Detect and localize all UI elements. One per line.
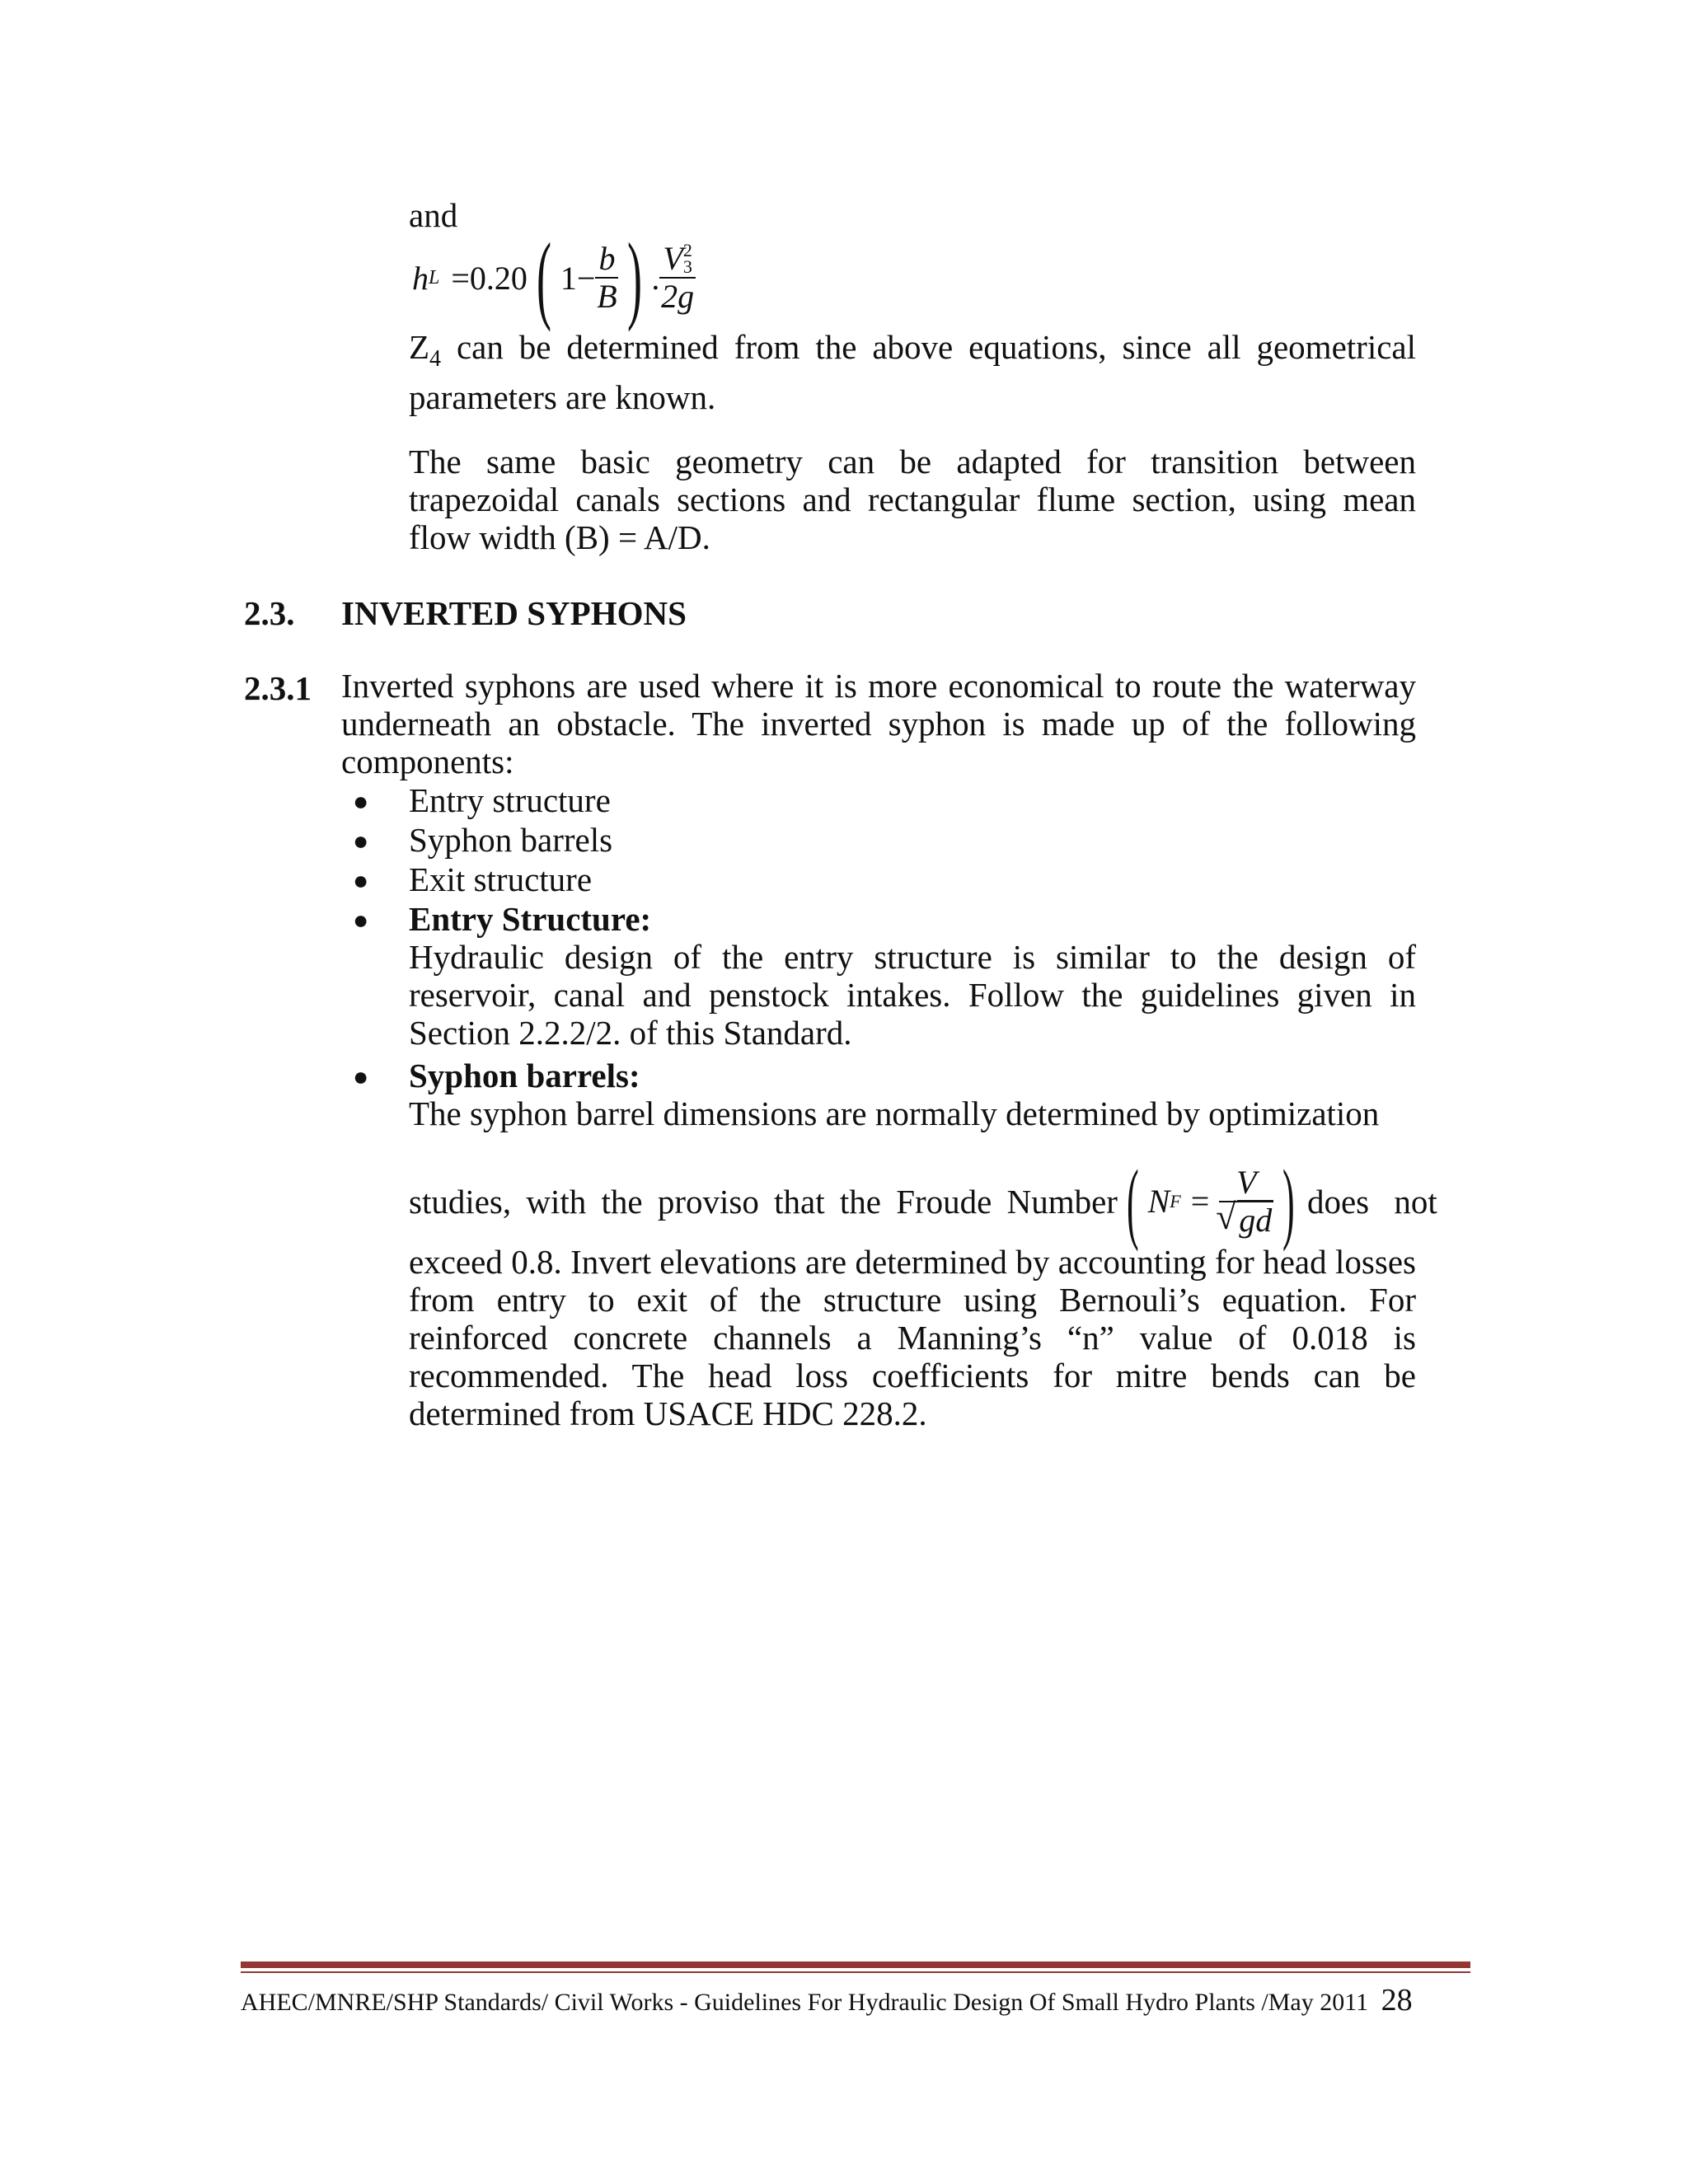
footer-rule-thin (241, 1971, 1470, 1973)
eq-coef: 0.20 (469, 259, 528, 297)
footer (241, 1982, 1413, 2018)
nf-N: N (1147, 1183, 1170, 1220)
eq-one-minus: 1− (560, 259, 596, 297)
entry-structure-title: Entry Structure: (409, 900, 652, 938)
syphon-barrels-line1: The syphon barrel dimensions are normally determined by optimization (409, 1094, 1380, 1132)
bullet-icon: ● (353, 786, 369, 816)
eq-V-sub: 3 (682, 256, 692, 277)
froude-formula (1118, 1151, 1437, 1252)
list-item-exit: Exit structure (409, 860, 593, 898)
footer-text: AHEC/MNRE/SHP Standards/ Civil Works - Guidelines For Hydraulic Design Of Small Hydro Plants /May 2011 (241, 1989, 1369, 2016)
nf-frac (1219, 1166, 1273, 1237)
eq-b: b (595, 242, 618, 279)
bullet-icon: ● (353, 865, 369, 895)
eq-frac-V2g (659, 242, 695, 313)
nf-gd: gd (1239, 1202, 1273, 1239)
nf-close-paren: ) (1282, 1151, 1295, 1252)
eq-equals: = (451, 259, 470, 297)
syphon-barrels-title: Syphon barrels: (409, 1057, 640, 1094)
bullet-icon: ● (353, 826, 369, 855)
section-number: 2.3. (244, 594, 295, 632)
subsection-number: 2.3.1 (244, 669, 312, 707)
eq-frac-bB (595, 242, 618, 313)
z4-subscript: 4 (429, 346, 442, 373)
footer-rule (241, 1961, 1470, 1968)
paragraph-geometry: The same basic geometry can be adapted for transition between trapezoidal canals sections and rectangular flume section, using mean flow width (B) = A/D. (409, 443, 1416, 556)
eq-lhs: h (412, 259, 429, 297)
intro-word: and (409, 196, 458, 234)
syphon-barrels-rest: exceed 0.8. Invert elevations are determined by accounting for head losses from entry to exit of the structure using Bernouli’s equation. For reinforced concrete channels a Manning’s “n” value of 0.018 is recommended. The head loss coefficients for mitre bends can be determined from USACE HDC 228.2. (409, 1243, 1416, 1432)
z4-text: can be determined from the above equations, since all geometrical parameters are known. (409, 328, 1416, 417)
bullet-icon: ● (353, 905, 369, 935)
nf-V: V (1219, 1166, 1273, 1202)
sqrt-icon (1219, 1204, 1273, 1237)
nf-open-paren: ( (1126, 1151, 1139, 1252)
eq-lhs-sub: L (429, 266, 440, 288)
eq-V-sup: 2 (682, 240, 692, 260)
z4-letter: Z (409, 328, 430, 366)
froude-line (409, 1151, 1437, 1252)
eq-dot: . (651, 259, 660, 297)
subsection-text: Inverted syphons are used where it is more economical to route the waterway underneath an obstacle. The inverted syphon is made up of the following components: (341, 667, 1416, 780)
equation-head-loss (412, 223, 696, 332)
bullet-icon: ● (353, 1062, 369, 1091)
froude-text-pre: studies, with the proviso that the Froude Number (409, 1183, 1118, 1221)
list-item-entry: Entry structure (409, 781, 611, 819)
nf-sub: F (1170, 1191, 1181, 1212)
page-number: 28 (1381, 1983, 1413, 2018)
nf-equals: = (1190, 1183, 1210, 1220)
eq-B: B (597, 278, 617, 315)
froude-text-post: does not (1306, 1183, 1437, 1221)
section-title: INVERTED SYPHONS (341, 594, 687, 632)
eq-open-paren: ( (536, 223, 551, 332)
eq-close-paren: ) (627, 223, 643, 332)
eq-V: V (663, 240, 683, 277)
paragraph-z4 (409, 328, 1416, 416)
entry-structure-text: Hydraulic design of the entry structure is similar to the design of reservoir, canal and penstock intakes. Follow the guidelines given in Section 2.2.2/2. of this Standard. (409, 938, 1416, 1052)
list-item-barrels: Syphon barrels (409, 821, 613, 859)
eq-two-g: 2g (661, 278, 695, 315)
